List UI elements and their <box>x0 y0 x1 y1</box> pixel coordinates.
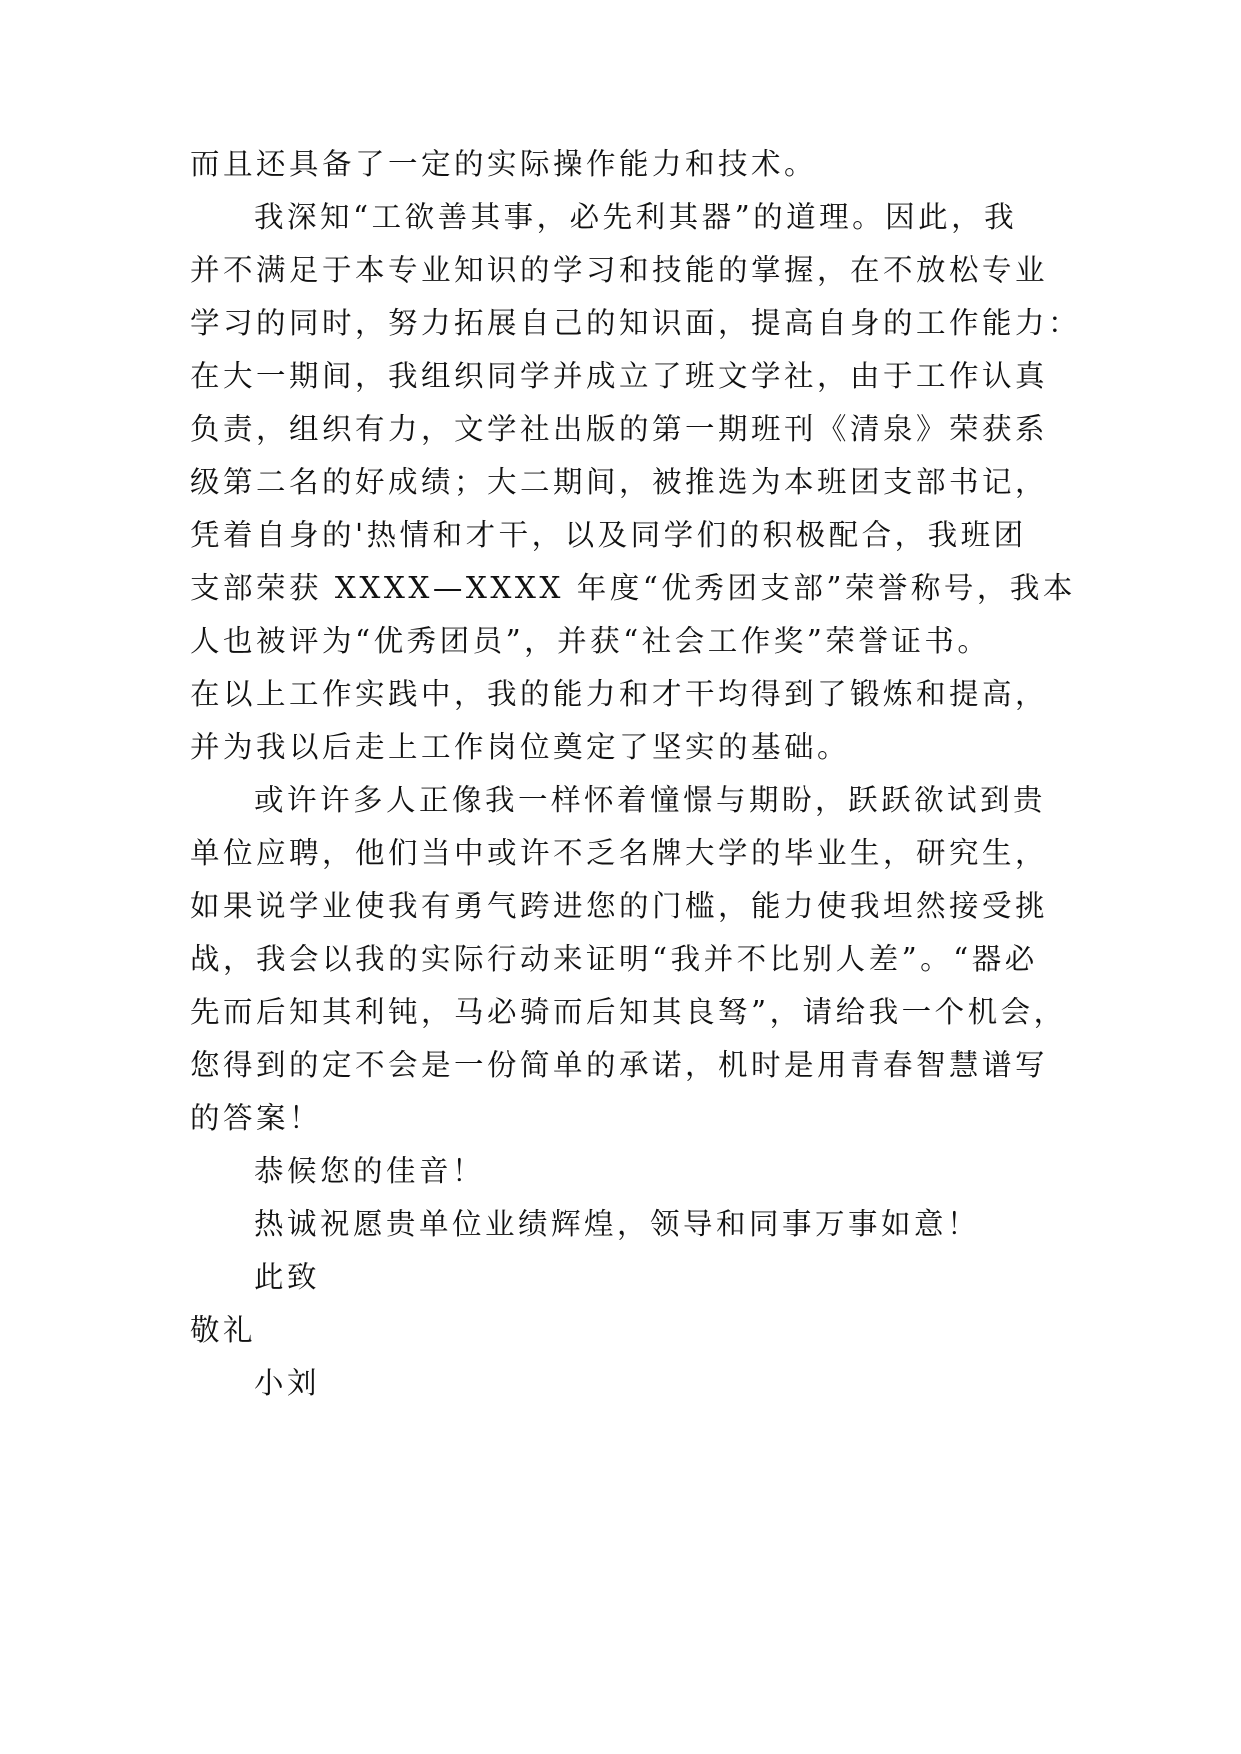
text-line: 凭着自身的'热情和才干，以及同学们的积极配合，我班团 <box>190 518 1027 552</box>
salutation-line: 敬礼 <box>190 1313 257 1347</box>
text-line: 您得到的定不会是一份简单的承诺，机时是用青春智慧谱写 <box>190 1048 1049 1082</box>
text-line: 战，我会以我的实际行动来证明“我并不比别人差”。“器必 <box>190 942 1038 976</box>
text-line: 人也被评为“优秀团员”，并获“社会工作奖”荣誉证书。 <box>190 624 991 658</box>
closing-line: 恭候您的佳音！ <box>254 1154 486 1188</box>
closing-line: 热诚祝愿贵单位业绩辉煌，领导和同事万事如意！ <box>254 1207 981 1241</box>
text-line: 级第二名的好成绩；大二期间，被推选为本班团支部书记， <box>190 465 1049 499</box>
text-line: 如果说学业使我有勇气跨进您的门槛，能力使我坦然接受挑 <box>190 889 1049 923</box>
salutation-line: 此致 <box>254 1260 321 1294</box>
text-line: 在以上工作实践中，我的能力和才干均得到了锻炼和提高， <box>190 677 1049 711</box>
text-line: 负责，组织有力，文学社出版的第一期班刊《清泉》荣获系 <box>190 412 1049 446</box>
text-line: 并为我以后走上工作岗位奠定了坚实的基础。 <box>190 730 851 764</box>
text-line: 的答案！ <box>190 1101 323 1135</box>
text-line: 学习的同时，努力拓展自己的知识面，提高自身的工作能力： <box>190 306 1082 340</box>
paragraph-start: 我深知“工欲善其事，必先利其器”的道理。因此，我 <box>254 200 1018 234</box>
paragraph-start: 或许许多人正像我一样怀着憧憬与期盼，跃跃欲试到贵 <box>254 783 1047 817</box>
text-line: 先而后知其利钝，马必骑而后知其良驽”，请给我一个机会， <box>190 995 1067 1029</box>
text-line: 并不满足于本专业知识的学习和技能的掌握，在不放松专业 <box>190 253 1049 287</box>
text-line: 支部荣获 XXXX—XXXX 年度“优秀团支部”荣誉称号，我本 <box>190 571 1076 605</box>
text-line: 而且还具备了一定的实际操作能力和技术。 <box>190 147 818 181</box>
text-line: 在大一期间，我组织同学并成立了班文学社，由于工作认真 <box>190 359 1049 393</box>
signature-name: 小刘 <box>254 1366 321 1400</box>
text-line: 单位应聘，他们当中或许不乏名牌大学的毕业生，研究生， <box>190 836 1049 870</box>
